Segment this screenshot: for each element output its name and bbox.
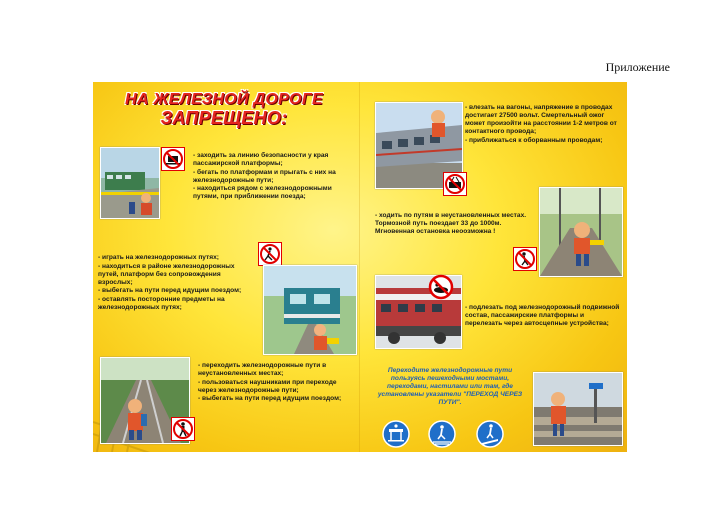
poster-title [93,90,355,128]
prohibition-sign-icon [161,147,185,171]
rule-item: - играть на железнодорожных путях; [98,254,253,262]
rule-item: - подлезать под железнодорожный подвижной состав, пассажирские платформы и перелезать через автосцепные устройства; [465,304,623,328]
appendix-label: Приложение [605,60,670,74]
platform-photo [100,147,160,219]
crossing-flooring-photo [533,372,623,446]
rule-item: - бегать по платформам и прыгать с них на железнодорожные пути; [193,169,355,185]
poster-title-line1: НА ЖЕЛЕЗНОЙ ДОРОГЕ [125,91,323,108]
rule-item: - оставлять посторонние предметы на железнодорожных путях; [98,296,253,312]
right-rules-3 [465,304,623,329]
prohibition-sign-icon [513,247,537,271]
right-rules-2 [375,212,533,237]
poster-fold-line [359,82,360,452]
prohibition-sign-icon [171,417,195,441]
prohibition-sign-icon [258,242,282,266]
rule-item: - заходить за линию безопасности у края пассажирской платформы; [193,152,355,168]
safety-poster [93,82,627,452]
rule-item: - выбегать на пути перед идущим поездом; [98,287,253,295]
rule-item: - выбегать на пути перед идущим поездом; [198,395,353,403]
left-rules-2 [98,254,253,312]
rule-item: - влезать на вагоны, напряжение в проводах достигает 27500 вольт. Смертельный ожог может произойти на расстоянии 1-2 метров от контактного провода; [465,104,623,136]
poster-title-line2: ЗАПРЕЩЕНО: [160,108,288,128]
pedestrian-bridge-icon [382,420,410,452]
crossing-advice-text: Переходите железнодорожные пути пользуясь пешеходными мостами, переходами, настилами или там, где установлены указатели "ПЕРЕХОД ЧЕРЕЗ ПУТИ". [377,367,523,406]
right-rules-1 [465,104,623,145]
left-rules-1 [193,152,355,202]
rule-item: - переходить железнодорожные пути в неустановленных местах; [198,362,353,378]
prohibition-sign-icon [428,274,454,305]
rule-item: - находиться в районе железнодорожных путей, платформ без сопровождения взрослых; [98,263,253,287]
left-rules-3 [198,362,353,404]
rule-item: - пользоваться наушниками при переходе через железнодорожные пути; [198,379,353,395]
prohibition-sign-icon [443,172,467,196]
rule-item: - приближаться к оборванным проводам; [465,137,623,145]
child-on-rails-photo [539,187,623,277]
flooring-crossing-icon [476,420,504,452]
pedestrian-crossing-icon [428,420,456,452]
rule-item: - находиться рядом с железнодорожными путями, при приближении поезда; [193,185,355,201]
rule-item: - ходить по путям в неустановленных местах. Тормозной путь поездает 33 до 1000м. Мгновенная остановка неоозможна ! [375,212,533,236]
train-on-tracks-photo [263,265,357,355]
